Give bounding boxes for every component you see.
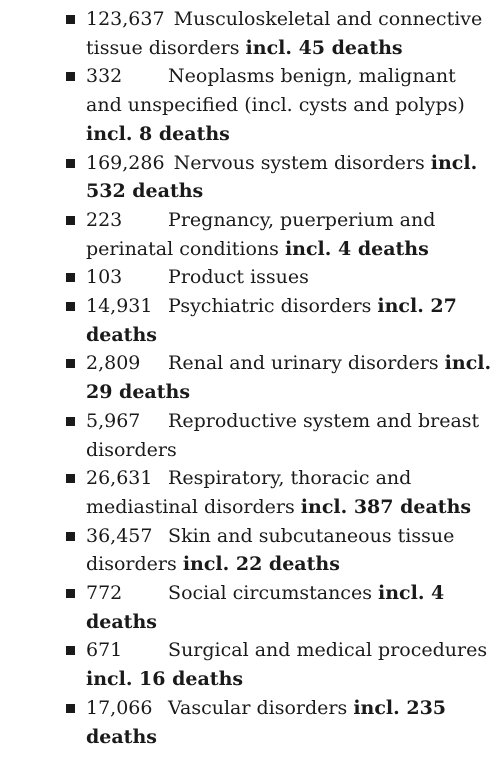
event-count: 14,931 xyxy=(86,295,153,318)
bullet-icon xyxy=(66,589,75,598)
bullet-icon xyxy=(66,474,75,483)
death-count: incl. 4 deaths xyxy=(284,237,429,260)
list-item xyxy=(0,62,500,148)
list-item xyxy=(0,292,500,349)
list-item xyxy=(0,149,500,206)
list-item xyxy=(0,263,500,292)
list-item xyxy=(0,522,500,579)
death-count: incl. 4 deaths xyxy=(86,582,445,633)
bullet-icon xyxy=(66,704,75,713)
list-item xyxy=(0,636,500,693)
death-count: incl. 532 deaths xyxy=(86,151,478,203)
list-item xyxy=(0,694,500,751)
death-count: incl. 45 deaths xyxy=(245,36,403,59)
event-category: Musculoskeletal and connective tissue disorders xyxy=(86,8,483,59)
death-count: incl. 27 deaths xyxy=(86,295,457,346)
event-count: 5,967 xyxy=(86,409,141,432)
event-category: Reproductive system and breast disorders xyxy=(86,409,480,461)
list-item xyxy=(0,407,500,464)
death-count: incl. 22 deaths xyxy=(182,553,340,576)
event-category: Social circumstances xyxy=(168,582,372,605)
event-count: 2,809 xyxy=(86,352,141,375)
bullet-icon xyxy=(66,15,75,24)
event-count: 17,066 xyxy=(86,696,153,719)
event-category: Respiratory, thoracic and mediastinal disorders xyxy=(86,467,412,518)
event-count: 26,631 xyxy=(86,467,153,490)
event-count: 223 xyxy=(86,208,123,231)
event-category: Surgical and medical procedures xyxy=(168,639,488,662)
event-category: Psychiatric disorders xyxy=(168,295,372,318)
death-count: incl. 235 deaths xyxy=(86,696,447,748)
bullet-icon xyxy=(66,359,75,368)
list-item xyxy=(0,464,500,521)
death-count: incl. 29 deaths xyxy=(86,352,492,404)
event-count: 103 xyxy=(86,266,123,289)
death-count: incl. 16 deaths xyxy=(86,668,244,691)
bullet-icon xyxy=(66,273,75,282)
bullet-icon xyxy=(66,532,75,541)
event-category: Nervous system disorders xyxy=(173,151,425,174)
event-count: 772 xyxy=(86,582,123,605)
bullet-icon xyxy=(66,216,75,225)
death-count: incl. 8 deaths xyxy=(86,122,230,145)
event-count: 36,457 xyxy=(86,524,153,547)
bullet-icon xyxy=(66,159,75,168)
list-item xyxy=(0,5,500,62)
event-category: Neoplasms benign, malignant and unspecified (incl. cysts and polyps) xyxy=(86,65,465,117)
list-item xyxy=(0,349,500,406)
death-count: incl. 387 deaths xyxy=(300,495,472,518)
event-category: Renal and urinary disorders xyxy=(168,352,439,375)
list-item xyxy=(0,579,500,636)
bullet-icon xyxy=(66,72,75,81)
bullet-icon xyxy=(66,302,75,311)
event-category: Skin and subcutaneous tissue disorders xyxy=(86,524,455,576)
event-category: Vascular disorders xyxy=(168,696,348,719)
list-item xyxy=(0,206,500,263)
event-category: Pregnancy, puerperium and perinatal conditions xyxy=(86,208,436,260)
event-count: 123,637 xyxy=(86,8,165,30)
event-count: 671 xyxy=(86,639,123,662)
event-count: 332 xyxy=(86,65,123,88)
event-count: 169,286 xyxy=(86,151,165,174)
bullet-icon xyxy=(66,646,75,655)
event-category: Product issues xyxy=(168,266,309,289)
bullet-icon xyxy=(66,417,75,426)
